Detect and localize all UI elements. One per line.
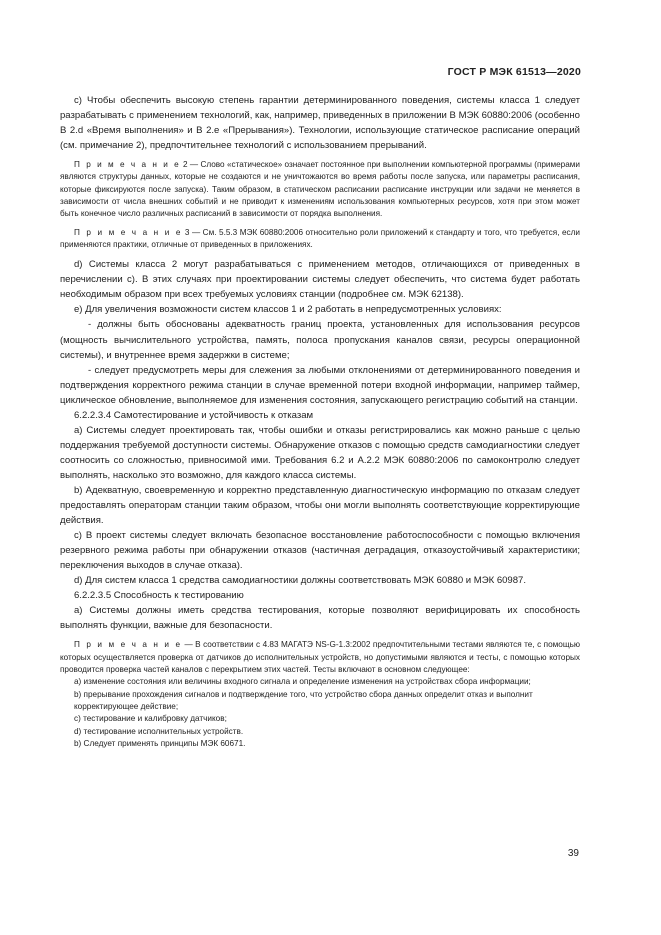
- note-4-item-a: a) изменение состояния или величины входного сигнала и определение изменения на устройствах сбора информации;: [74, 677, 531, 687]
- note-label: П р и м е ч а н и е: [74, 160, 181, 170]
- note-text: 3 — См. 5.5.3 МЭК 60880:2006 относительно роли приложений к стандарту и того, что требуется, если применяются практики, отличные от приведенных в приложениях.: [60, 227, 580, 249]
- section-6-2-2-3-4-item-d: d) Для систем класса 1 средства самодиагностики должны соответствовать МЭК 60880 и МЭК 60987.: [74, 575, 527, 587]
- note-4-item-c: c) тестирование и калибровку датчиков;: [74, 714, 227, 724]
- section-heading-6-2-2-3-4: 6.2.2.3.4 Самотестирование и устойчивость к отказам: [74, 409, 314, 421]
- note-2: [60, 159, 580, 220]
- section-6-2-2-3-4-item-c: c) В проект системы следует включать безопасное восстановление работоспособности с помощью включения резервного режима работы при обнаружении отказов (частичная деградация, отказоустойчивый характеристики; переключения выходов в случае отказа).: [60, 530, 580, 572]
- paragraph-d: d) Системы класса 2 могут разрабатываться с применением методов, отличающихся от приведенных в перечислении с). В этих случаях при проектировании системы следует обеспечить, что система будет работать необходимым образом при всех требуемых условиях станции (подробнее см. МЭК 62138).: [60, 259, 580, 301]
- note-label: П р и м е ч а н и е: [74, 227, 183, 237]
- document-header: ГОСТ Р МЭК 61513—2020: [447, 66, 581, 78]
- section-6-2-2-3-4-item-b: b) Адекватную, своевременную и корректно представленную диагностическую информацию по отказам следует предоставлять операторам станции таким образом, чтобы они могли выполнять соответствующие корректирующие действия.: [60, 484, 580, 527]
- paragraph-e-item-2: - следует предусмотреть меры для слежения за любыми отклонениями от детерминированного поведения и подтверждения корректного режима станции в случае временной потери входной информации, например таймер, циклическое обновление, выполняемое для изменения состояния, запускающего регистрацию событий на станции.: [60, 364, 580, 406]
- note-4: [60, 639, 580, 676]
- note-3: [60, 227, 580, 252]
- note-text: 2 — Слово «статическое» означает постоянное при выполнении компьютерной программы (примерами являются структуры данных, которые не создаются и не уничтожаются во время работы после запуска, или параметры расписания, которые фиксируются после запуска). Таким образом, в статическом расписании расписание инструкции или задачи не меняется в зависимости от числа внешних событий и не приводит к изменениям использования компьютерных ресурсов, хотя при этом может быть конечное число различных расписаний в зависимости от порядка выполнения.: [60, 160, 580, 219]
- paragraph-c: c) Чтобы обеспечить высокую степень гарантии детерминированного поведения, системы класса 1 следует разрабатывать с применением технологий, как, например, приведенных в приложении В МЭК 60880:2006 (особенно В 2.d «Время выполнения» и В 2.е «Прерывания»). Технологии, использующие статическое расписание операций (см. примечание 2), предпочтительнее технологий с использованием прерываний.: [60, 95, 580, 152]
- section-6-2-2-3-5-item-b: b) Следует применять принципы МЭК 60671.: [74, 738, 246, 748]
- document-body: [60, 93, 580, 750]
- section-6-2-2-3-4-item-a: a) Системы следует проектировать так, чтобы ошибки и отказы регистрировались как можно раньше с целью поддержания требуемой доступности системы. Обнаружение отказов с помощью средств самодиагностики следует соотносить со сложностью, привносимой ими. Требования 6.2 и А.2.2 МЭК 60880:2006 по самоконтролю следует выполнять, насколько это возможно, для каждого класса системы.: [60, 424, 580, 481]
- note-label: П р и м е ч а н и е: [74, 640, 183, 650]
- paragraph-e: e) Для увеличения возможности систем классов 1 и 2 работать в непредусмотренных условиях:: [74, 304, 502, 316]
- note-text: — В соответствии с 4.83 МАГАТЭ NS-G-1.3:2002 предпочтительными тестами являются те, с помощью которых осуществляется проверка от датчиков до исполнительных устройств, но допустимыми являются и тесты, с помощью которых проводится проверка частей каналов с перекрытием этих частей. Тесты включают в основном следующее:: [60, 640, 580, 675]
- section-heading-6-2-2-3-5: 6.2.2.3.5 Способность к тестированию: [74, 590, 244, 602]
- note-4-item-b: b) прерывание прохождения сигналов и подтверждение того, что устройство сбора данных определит отказ и выполнит корректирующее действие;: [74, 689, 533, 711]
- note-4-item-d: d) тестирование исполнительных устройств.: [74, 726, 244, 736]
- section-6-2-2-3-5-item-a: a) Системы должны иметь средства тестирования, которые позволяют верифицировать их способность выполнять функции, важные для безопасности.: [60, 605, 580, 632]
- paragraph-e-item-1: - должны быть обоснованы адекватность границ проекта, установленных для использования ресурсов (мощность вычислительного устройства, память, полоса пропускания каналов связи, ресурсы операционной системы), и внутреннее время задержки в системе;: [60, 319, 580, 361]
- page-number: 39: [567, 848, 579, 859]
